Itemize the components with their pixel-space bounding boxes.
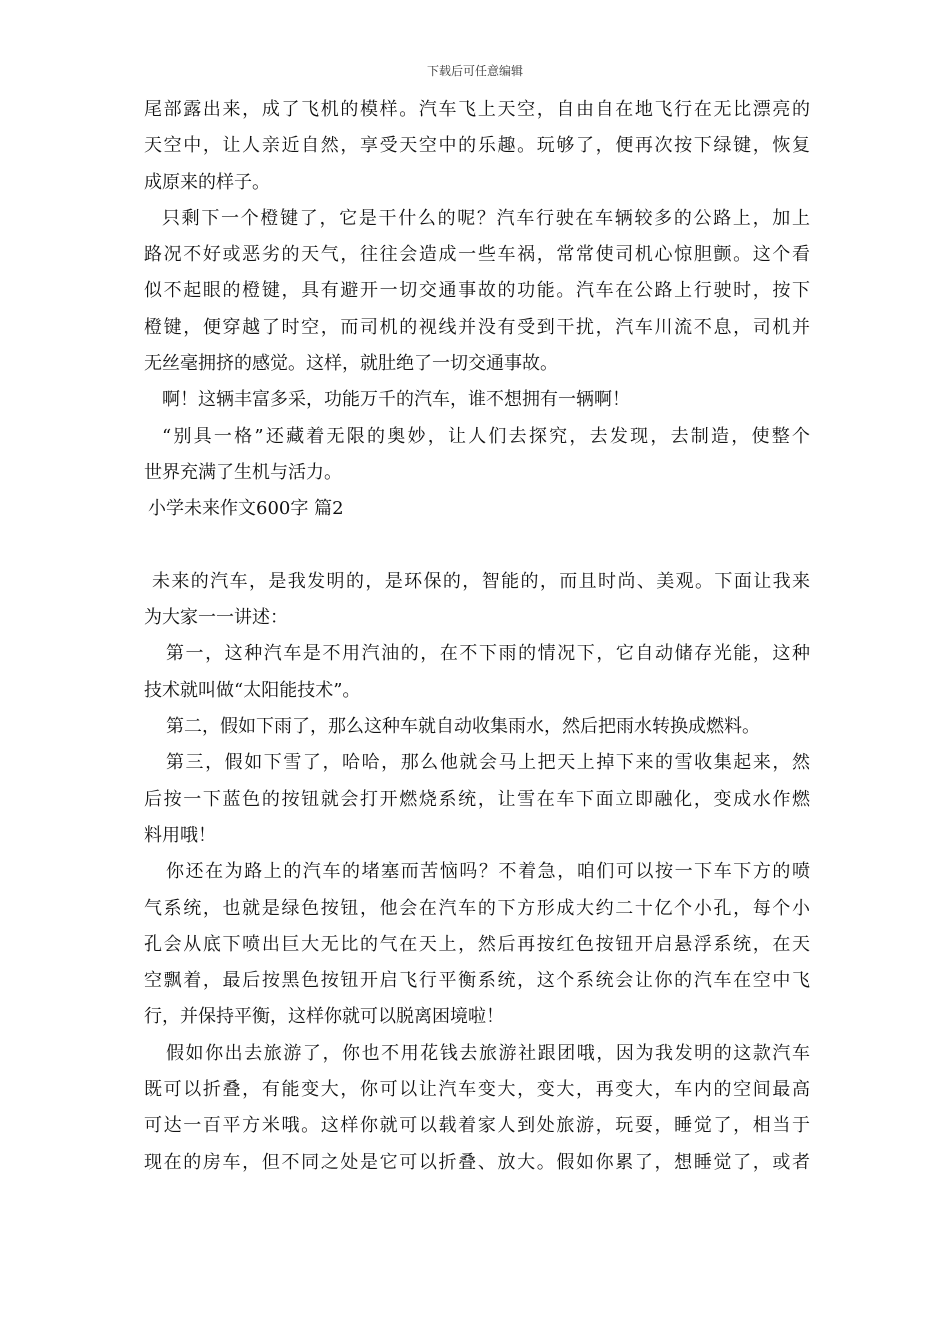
text-line: 假如你出去旅游了，你也不用花钱去旅游社跟团哦，因为我发明的这款汽车 (166, 1042, 810, 1064)
text-line: 橙键，便穿越了时空，而司机的视线并没有受到干扰，汽车川流不息，司机并 (144, 316, 810, 338)
text-line: 似不起眼的橙键，具有避开一切交通事故的功能。汽车在公路上行驶时，按下 (144, 280, 810, 302)
text-line: 无丝毫拥挤的感觉。这样，就肚绝了一切交通事故。 (144, 353, 558, 375)
text-line: 成原来的样子。 (144, 171, 270, 193)
text-line: 孔会从底下喷出巨大无比的气在天上，然后再按红色按钮开启悬浮系统，在天 (144, 933, 810, 955)
text-line: 世界充满了生机与活力。 (144, 461, 342, 483)
text-line: 你还在为路上的汽车的堵塞而苦恼吗？不着急，咱们可以按一下车下方的喷 (166, 861, 810, 883)
text-line: 天空中，让人亲近自然，享受天空中的乐趣。玩够了，便再次按下绿键，恢复 (144, 135, 810, 157)
text-line: 技术就叫做“太阳能技术”。 (144, 679, 361, 701)
text-line: 未来的汽车，是我发明的，是环保的，智能的，而且时尚、美观。下面让我来 (152, 570, 810, 592)
text-line: 既可以折叠，有能变大，你可以让汽车变大，变大，再变大，车内的空间最高 (144, 1079, 810, 1101)
document-body (144, 92, 810, 1181)
text-line: 行，并保持平衡，这样你就可以脱离困境啦！ (144, 1006, 504, 1028)
text-line: 现在的房车，但不同之处是它可以折叠、放大。假如你累了，想睡觉了，或者 (144, 1151, 810, 1173)
text-line: 第三，假如下雪了，哈哈，那么他就会马上把天上掉下来的雪收集起来，然 (166, 752, 810, 774)
text-line: 第二，假如下雨了，那么这种车就自动收集雨水，然后把雨水转换成燃料。 (166, 716, 760, 738)
text-line: 路况不好或恶劣的天气，往往会造成一些车祸，常常使司机心惊胆颤。这个看 (144, 244, 810, 266)
text-line: 第一，这种汽车是不用汽油的，在不下雨的情况下，它自动储存光能，这种 (166, 643, 810, 665)
text-line: 料用哦！ (144, 824, 216, 846)
text-line: 后按一下蓝色的按钮就会打开燃烧系统，让雪在车下面立即融化，变成水作燃 (144, 788, 810, 810)
text-line: 只剩下一个橙键了，它是干什么的呢？汽车行驶在车辆较多的公路上，加上 (162, 207, 810, 229)
paragraph-spacer (144, 528, 810, 564)
text-line: 啊！这辆丰富多采，功能万千的汽车，谁不想拥有一辆啊！ (162, 389, 630, 411)
page-header: 下载后可任意编辑 (426, 64, 523, 78)
text-line: 尾部露出来，成了飞机的模样。汽车飞上天空，自由自在地飞行在无比漂亮的 (144, 99, 810, 120)
section-heading: 小学未来作文600字 篇2 (148, 498, 344, 520)
text-line: 气系统，也就是绿色按钮，他会在汽车的下方形成大约二十亿个小孔，每个小 (144, 897, 810, 919)
text-line: 可达一百平方米哦。这样你就可以载着家人到处旅游，玩耍，睡觉了，相当于 (144, 1115, 810, 1137)
text-line: “别具一格”还藏着无限的奥妙，让人们去探究，去发现，去制造，使整个 (162, 425, 810, 447)
text-line: 空飘着，最后按黑色按钮开启飞行平衡系统，这个系统会让你的汽车在空中飞 (144, 970, 810, 992)
text-line: 为大家一一讲述： (144, 607, 288, 629)
